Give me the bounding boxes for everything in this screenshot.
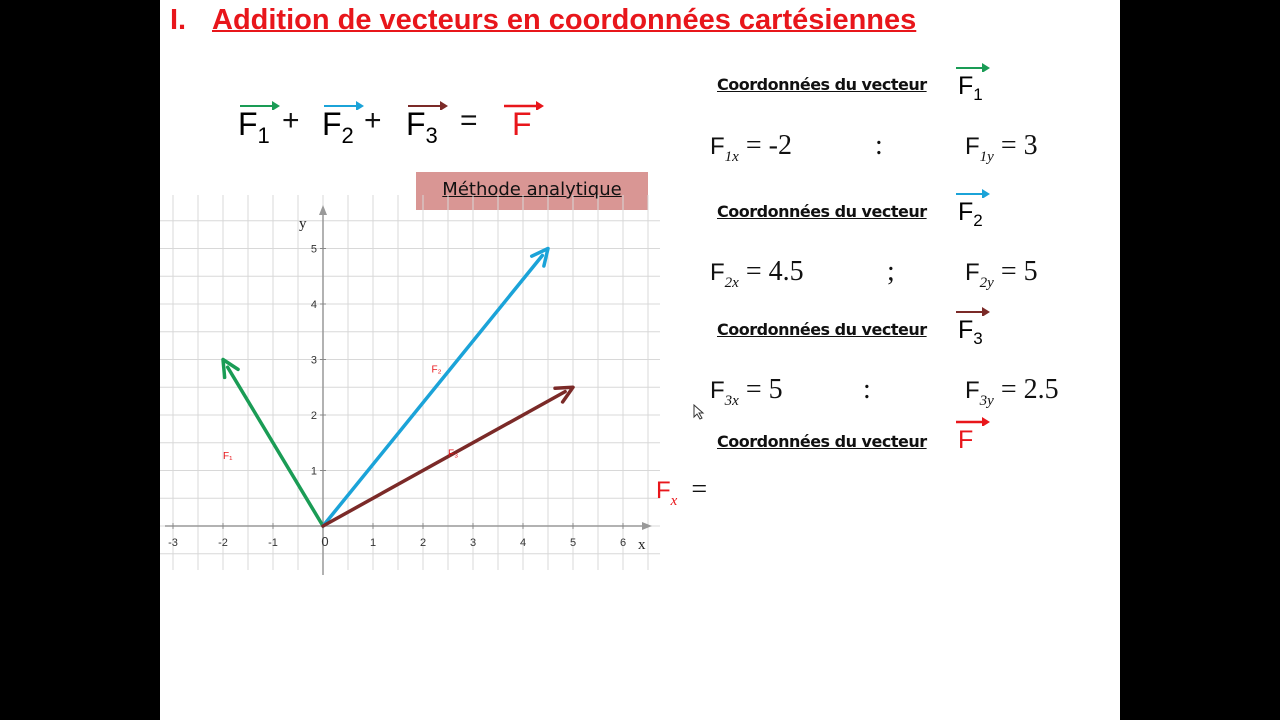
plus-sign: + [364,104,382,137]
f3x-value: 5 [768,374,783,405]
vector-arrow-icon [954,62,992,72]
y-tick-label: 2 [310,410,317,422]
x-tick-label: 6 [619,537,627,549]
y-tick-label: 5 [310,243,317,256]
equation-term-f3: $F_3$ [406,108,438,140]
equals-sign: = [460,104,478,137]
coord-vector-f2: $F_2$ [958,200,983,225]
coord-vector-f3: $F_3$ [958,318,983,343]
equation-result-f: F [512,108,532,140]
y-axis-arrow-icon [319,205,327,215]
vector-arrow-icon [322,100,366,110]
vector-arrow-icon [954,188,992,198]
vector-f1 [228,367,323,526]
x-tick-label: -1 [268,537,278,549]
section-number: I. [170,4,187,36]
vector-f3 [323,392,565,526]
y-axis-label: y [299,216,307,232]
vector-arrow-icon [954,306,992,316]
section-title: Addition de vecteurs en coordonnées cartésiennes [212,4,917,36]
vector-graph [160,195,665,575]
x-tick-label: 3 [469,537,477,549]
x-tick-label: 1 [369,537,377,549]
x-tick-label: 0 [321,534,329,549]
y-tick-label: 1 [310,465,317,478]
coord-header-f3: Coordonnées du vecteur [717,320,927,339]
x-tick-label: 5 [569,537,577,549]
f3y-value: 2.5 [1023,374,1059,405]
f1y-value: 3 [1023,130,1038,161]
equation-term-f2: $F_2$ [322,108,354,140]
separator: ; [887,256,895,287]
x-tick-label: -2 [218,537,228,549]
f1-y-component: $F_{1y} = 3$ [965,130,1038,165]
vector-label-f3: F₃ [448,448,459,460]
equation-term-f1: $F_1$ [238,108,270,140]
method-label: Méthode analytique [442,179,622,200]
x-tick-label: 2 [419,537,427,549]
vector-label-f1: F₁ [223,450,233,462]
coord-vector-f1: $F_1$ [958,74,983,99]
f1-components: $F_{1x} = -2$ [710,130,792,165]
plus-sign: + [282,104,300,137]
fx-equation: $F_x$ = [656,474,708,509]
y-tick-label: 4 [310,299,317,311]
slide [160,0,1120,720]
x-axis-arrow-icon [642,522,652,530]
f3-y-component: $F_{3y} = 2.5$ [965,374,1059,409]
vector-f2 [323,255,542,526]
vector-arrow-icon [406,100,450,110]
coord-vector-f: F [958,428,973,453]
vector-arrow-icon [238,100,282,110]
f3-components: $F_{3x} = 5$ [710,374,783,409]
coord-header-f: Coordonnées du vecteur [717,432,927,451]
coord-header-f2: Coordonnées du vecteur [717,202,927,221]
separator: : [863,374,871,405]
mouse-cursor-icon [693,404,705,420]
vector-arrow-icon [502,100,546,110]
x-axis-label: x [638,537,646,553]
vector-arrow-icon [954,416,992,426]
f2x-value: 4.5 [768,256,804,287]
f2y-value: 5 [1023,256,1038,287]
f1x-value: -2 [768,130,792,161]
vector-label-f2: F₂ [431,364,442,376]
f2-components: $F_{2x} = 4.5$ [710,256,804,291]
x-tick-label: -3 [168,537,178,549]
x-tick-label: 4 [519,537,527,549]
coord-header-f1: Coordonnées du vecteur [717,75,927,94]
separator: : [875,130,883,161]
f2-y-component: $F_{2y} = 5$ [965,256,1038,291]
y-tick-label: 3 [310,354,317,367]
